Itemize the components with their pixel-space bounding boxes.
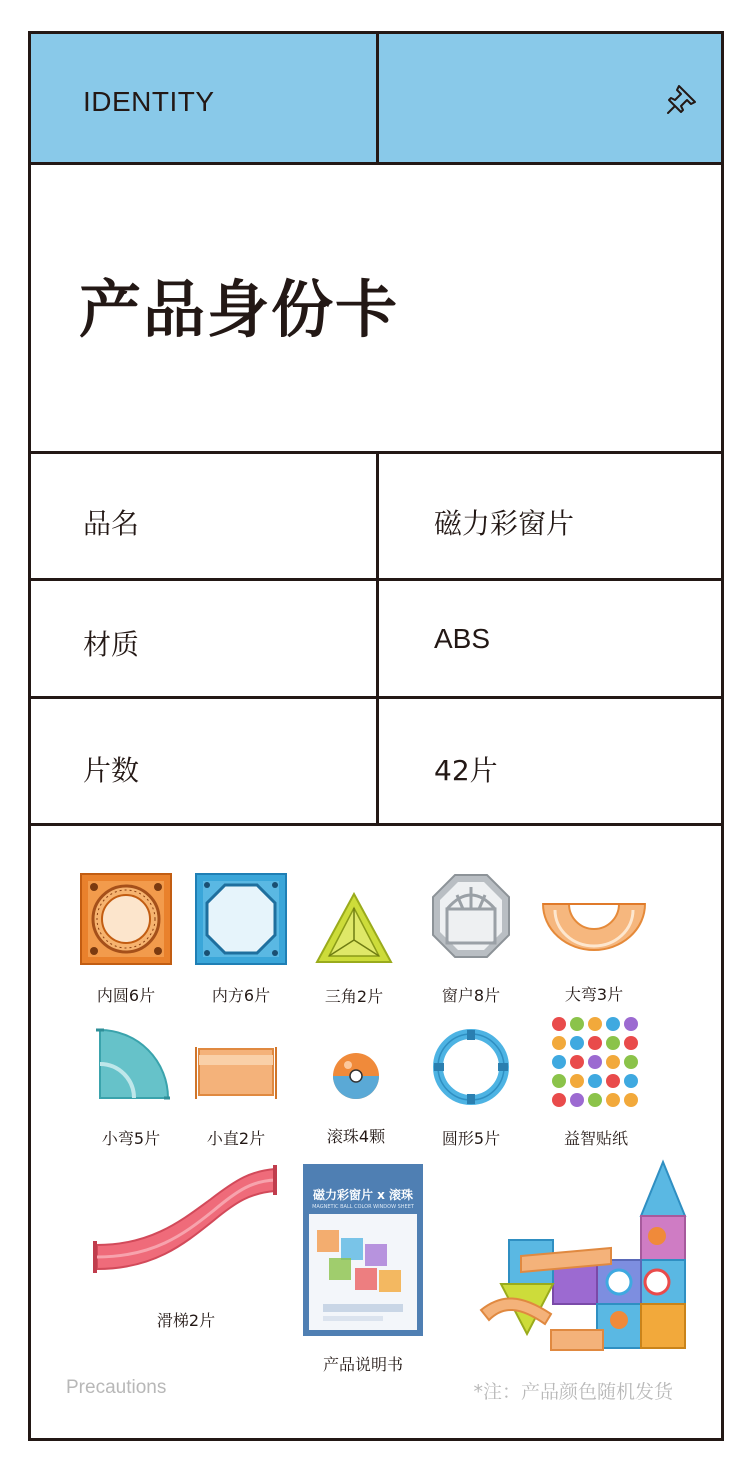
manual-cover-title: 磁力彩窗片 x 滚珠 <box>312 1188 414 1202</box>
part-label: 大弯3片 <box>564 985 624 1004</box>
info-row-name <box>31 454 721 581</box>
part-small-curve <box>86 1024 176 1154</box>
part-label: 小弯5片 <box>101 1129 161 1148</box>
brand-label: IDENTITY <box>83 86 215 117</box>
slide-icon <box>91 1161 277 1281</box>
part-manual <box>301 1164 425 1374</box>
part-label: 滑梯2片 <box>156 1311 216 1330</box>
sticker-sheet-icon <box>548 1014 644 1110</box>
header-divider <box>376 34 379 162</box>
part-window <box>421 873 521 1003</box>
title-section <box>31 165 721 454</box>
part-inner-circle <box>76 873 176 1003</box>
precautions-label: Precautions <box>66 1377 167 1398</box>
part-label: 内方6片 <box>211 986 271 1005</box>
identity-card <box>28 31 724 1441</box>
inner-square-tile-icon <box>195 873 287 965</box>
inner-circle-tile-icon <box>80 873 172 965</box>
part-label: 益智贴纸 <box>563 1129 628 1148</box>
window-tile-icon <box>431 873 511 959</box>
big-curve-icon <box>539 900 649 954</box>
manual-icon <box>303 1164 423 1336</box>
info-key: 品名 <box>83 507 140 540</box>
part-stickers <box>541 1014 651 1164</box>
info-divider <box>376 454 379 578</box>
part-label: 内圆6片 <box>96 986 156 1005</box>
part-triangle <box>309 888 399 1008</box>
info-value: 磁力彩窗片 <box>434 507 575 540</box>
info-value: 42片 <box>434 754 498 787</box>
part-straight <box>191 1041 281 1161</box>
page-title: 产品身份卡 <box>79 273 400 346</box>
info-key: 片数 <box>83 754 140 787</box>
manual-cover-page <box>309 1214 417 1330</box>
manual-cover-illustration <box>309 1214 417 1330</box>
info-value: ABS <box>434 623 491 654</box>
part-inner-square <box>191 873 291 1003</box>
info-key: 材质 <box>83 628 140 661</box>
info-divider <box>376 581 379 696</box>
card-header <box>31 34 721 165</box>
part-label: 滚珠4颗 <box>326 1127 386 1146</box>
part-ball <box>311 1051 401 1161</box>
info-row-material <box>31 581 721 699</box>
manual-cover-subtitle: MAGNETIC BALL COLOR WINDOW SHEET <box>312 1204 414 1210</box>
part-ring <box>423 1029 519 1159</box>
part-label: 圆形5片 <box>441 1129 501 1148</box>
ring-icon <box>433 1029 509 1105</box>
part-label: 窗户8片 <box>441 986 501 1005</box>
pushpin-icon <box>665 82 699 116</box>
part-slide <box>91 1161 281 1331</box>
part-label: 小直2片 <box>206 1129 266 1148</box>
assembled-model-image <box>461 1144 701 1374</box>
parts-section <box>31 826 721 1438</box>
info-divider <box>376 699 379 823</box>
ball-icon <box>331 1051 381 1101</box>
info-row-count <box>31 699 721 826</box>
small-curve-icon <box>92 1024 170 1102</box>
straight-tube-icon <box>195 1041 277 1101</box>
part-big-curve <box>539 896 649 1006</box>
color-note: *注：产品颜色随机发货 <box>473 1381 673 1403</box>
part-label: 三角2片 <box>324 987 384 1006</box>
part-label: 产品说明书 <box>322 1355 403 1374</box>
triangle-tile-icon <box>315 892 393 964</box>
